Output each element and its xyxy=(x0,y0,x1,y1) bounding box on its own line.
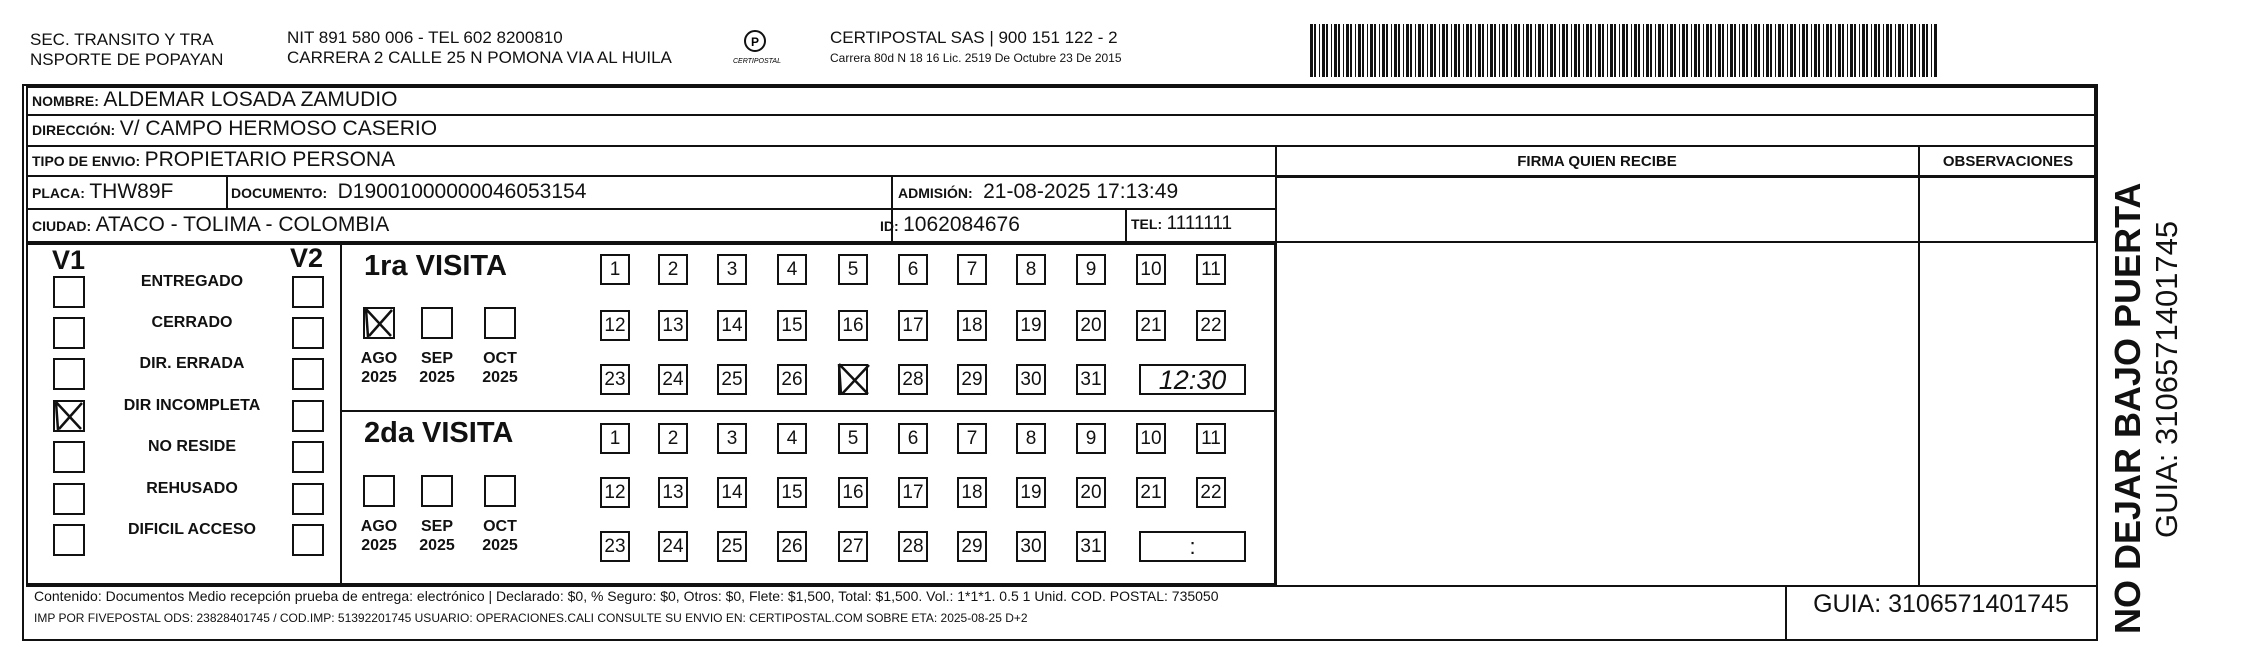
second-visit-day-checkbox[interactable]: 1 xyxy=(600,423,630,454)
second-visit-day-checkbox[interactable]: 18 xyxy=(957,477,987,508)
v1-status-checkbox[interactable] xyxy=(53,441,85,473)
v1-status-checkbox[interactable] xyxy=(53,317,85,349)
second-visit-day-checkbox[interactable]: 3 xyxy=(717,423,747,454)
second-visit-day-checkbox[interactable]: 26 xyxy=(777,531,807,562)
contents-summary: Contenido: Documentos Medio recepción prueba de entrega: electrónico | Declarado: $0, % Seguro: $0, Otros: $0, Flete: $1,500, Total: $1,500. Vol.: 1*1*1. 0.5 1 Unid. COD. POSTAL: 735050 xyxy=(34,588,1219,604)
v1-status-checkbox[interactable] xyxy=(53,276,85,308)
second-visit-day-checkbox[interactable]: 25 xyxy=(717,531,747,562)
plate-field: PLACA: THW89F xyxy=(32,180,174,203)
second-visit-day-checkbox[interactable]: 29 xyxy=(957,531,987,562)
second-visit-day-checkbox[interactable]: 8 xyxy=(1016,423,1046,454)
first-visit-day-checkbox[interactable]: 25 xyxy=(717,364,747,395)
second-visit-title: 2da VISITA xyxy=(364,417,514,449)
first-visit-day-checkbox[interactable]: 31 xyxy=(1076,364,1106,395)
second-visit-month-checkbox[interactable] xyxy=(421,475,453,507)
first-visit-month-label: SEP 2025 xyxy=(419,350,455,386)
first-visit-title: 1ra VISITA xyxy=(364,250,507,282)
first-visit-day-checkbox[interactable]: 22 xyxy=(1196,310,1226,341)
second-visit-day-checkbox[interactable]: 27 xyxy=(838,531,868,562)
second-visit-day-checkbox[interactable]: 28 xyxy=(898,531,928,562)
side-guia-number: GUIA: 3106571401745 xyxy=(2149,220,2184,538)
second-visit-day-checkbox[interactable]: 12 xyxy=(600,477,630,508)
name-row: NOMBRE: ALDEMAR LOSADA ZAMUDIO xyxy=(32,88,398,111)
courier-info: CERTIPOSTAL SAS | 900 151 122 - 2 Carrera 80d N 18 16 Lic. 2519 De Octubre 23 De 2015 xyxy=(830,28,1122,65)
first-visit-day-checkbox[interactable]: 1 xyxy=(600,254,630,285)
first-visit-day-checkbox[interactable]: 19 xyxy=(1016,310,1046,341)
first-visit-day-checkbox[interactable]: 12 xyxy=(600,310,630,341)
first-visit-day-checkbox[interactable]: 11 xyxy=(1196,254,1226,285)
observations-area[interactable] xyxy=(1921,178,2094,583)
send-type-row: TIPO DE ENVIO: PROPIETARIO PERSONA xyxy=(32,148,396,171)
sender-contact: NIT 891 580 006 - TEL 602 8200810 CARRERA 2 CALLE 25 N POMONA VIA AL HUILA xyxy=(287,28,672,67)
first-visit-day-checkbox[interactable]: 21 xyxy=(1136,310,1166,341)
second-visit-day-checkbox[interactable]: 22 xyxy=(1196,477,1226,508)
status-label: REHUSADO xyxy=(146,480,238,497)
status-label: DIR INCOMPLETA xyxy=(123,397,261,414)
first-visit-day-checkbox[interactable]: 4 xyxy=(777,254,807,285)
second-visit-day-checkbox[interactable]: 19 xyxy=(1016,477,1046,508)
svg-text:CERTIPOSTAL: CERTIPOSTAL xyxy=(733,58,781,65)
address-row: DIRECCIÓN: V/ CAMPO HERMOSO CASERIO xyxy=(32,117,438,140)
document-field: DOCUMENTO: D19001000000046053154 xyxy=(231,180,587,203)
first-visit-day-checkbox[interactable]: 18 xyxy=(957,310,987,341)
v1-column-header: V1 xyxy=(52,245,86,275)
first-visit-day-checkbox[interactable]: 6 xyxy=(898,254,928,285)
city-field: CIUDAD: ATACO - TOLIMA - COLOMBIA xyxy=(32,213,390,236)
v1-status-checkbox[interactable] xyxy=(53,358,85,390)
second-visit-day-checkbox[interactable]: 11 xyxy=(1196,423,1226,454)
v2-status-checkbox[interactable] xyxy=(292,441,324,473)
svg-text:P: P xyxy=(750,35,760,49)
second-visit-day-checkbox[interactable]: 4 xyxy=(777,423,807,454)
first-visit-day-checkbox[interactable]: 20 xyxy=(1076,310,1106,341)
signature-area[interactable] xyxy=(1278,178,1916,583)
id-field: ID: 1062084676 xyxy=(880,213,1020,236)
tracking-info: IMP POR FIVEPOSTAL ODS: 23828401745 / COD.IMP: 51392201745 USUARIO: OPERACIONES.CALI CONSULTE SU ENVIO EN: CERTIPOSTAL.COM SOBRE ETA: 2025-08-25 D+2 xyxy=(34,611,1028,625)
second-visit-day-checkbox[interactable]: 20 xyxy=(1076,477,1106,508)
first-visit-month-checkbox[interactable] xyxy=(363,307,395,339)
second-visit-time-field[interactable]: : xyxy=(1139,531,1246,562)
second-visit-day-checkbox[interactable]: 7 xyxy=(957,423,987,454)
first-visit-month-checkbox[interactable] xyxy=(421,307,453,339)
second-visit-day-checkbox[interactable]: 21 xyxy=(1136,477,1166,508)
second-visit-day-checkbox[interactable]: 13 xyxy=(658,477,688,508)
barcode xyxy=(1310,24,1940,77)
second-visit-day-checkbox[interactable]: 15 xyxy=(777,477,807,508)
status-label: DIFICIL ACCESO xyxy=(127,521,256,538)
first-visit-day-checkbox[interactable]: 28 xyxy=(898,364,928,395)
first-visit-day-checkbox[interactable]: 13 xyxy=(658,310,688,341)
second-visit-month-label: SEP 2025 xyxy=(419,518,455,554)
second-visit-day-checkbox[interactable]: 10 xyxy=(1136,423,1166,454)
v2-status-checkbox[interactable] xyxy=(292,276,324,308)
second-visit-month-label: AGO 2025 xyxy=(360,518,398,554)
first-visit-day-checkbox[interactable]: 24 xyxy=(658,364,688,395)
second-visit-day-checkbox[interactable]: 17 xyxy=(898,477,928,508)
receiver-signature-header: FIRMA QUIEN RECIBE xyxy=(1517,153,1677,170)
second-visit-day-checkbox[interactable]: 30 xyxy=(1016,531,1046,562)
first-visit-day-checkbox[interactable]: 10 xyxy=(1136,254,1166,285)
v2-column-header: V2 xyxy=(290,243,324,273)
first-visit-day-checkbox[interactable]: 29 xyxy=(957,364,987,395)
first-visit-day-checkbox[interactable]: 17 xyxy=(898,310,928,341)
do-not-leave-under-door-notice: NO DEJAR BAJO PUERTA xyxy=(2107,182,2148,634)
v2-status-checkbox[interactable] xyxy=(292,317,324,349)
first-visit-month-label: OCT 2025 xyxy=(482,350,518,386)
second-visit-day-checkbox[interactable]: 24 xyxy=(658,531,688,562)
first-visit-day-checkbox[interactable]: 30 xyxy=(1016,364,1046,395)
v1-status-checkbox[interactable] xyxy=(53,400,85,432)
v2-status-checkbox[interactable] xyxy=(292,400,324,432)
first-visit-month-label: AGO 2025 xyxy=(360,350,398,386)
first-visit-day-checkbox[interactable]: 9 xyxy=(1076,254,1106,285)
second-visit-month-label: OCT 2025 xyxy=(482,518,518,554)
first-visit-time-field[interactable]: 12:30 xyxy=(1139,364,1246,395)
sender-name: SEC. TRANSITO Y TRA NSPORTE DE POPAYAN xyxy=(30,30,224,69)
second-visit-day-checkbox[interactable]: 31 xyxy=(1076,531,1106,562)
side-banner xyxy=(2097,84,2247,644)
status-label: DIR. ERRADA xyxy=(139,355,245,372)
second-visit-day-checkbox[interactable]: 2 xyxy=(658,423,688,454)
v2-status-checkbox[interactable] xyxy=(292,483,324,515)
first-visit-day-checkbox[interactable]: 7 xyxy=(957,254,987,285)
second-visit-day-checkbox[interactable]: 16 xyxy=(838,477,868,508)
v1-status-checkbox[interactable] xyxy=(53,524,85,556)
second-visit-day-checkbox[interactable]: 6 xyxy=(898,423,928,454)
first-visit-day-checkbox[interactable]: 15 xyxy=(777,310,807,341)
first-visit-day-checkbox[interactable]: 26 xyxy=(777,364,807,395)
first-visit-day-checkbox[interactable]: 3 xyxy=(717,254,747,285)
status-label: NO RESIDE xyxy=(147,438,236,455)
v1-status-checkbox[interactable] xyxy=(53,483,85,515)
second-visit-month-checkbox[interactable] xyxy=(363,475,395,507)
first-visit-day-checkbox[interactable]: 8 xyxy=(1016,254,1046,285)
v2-status-checkbox[interactable] xyxy=(292,358,324,390)
observations-header: OBSERVACIONES xyxy=(1942,153,2074,170)
status-label: CERRADO xyxy=(151,314,233,331)
first-visit-day-checkbox[interactable]: 14 xyxy=(717,310,747,341)
second-visit-day-checkbox[interactable]: 23 xyxy=(600,531,630,562)
second-visit-day-checkbox[interactable]: 14 xyxy=(717,477,747,508)
first-visit-month-checkbox[interactable] xyxy=(484,307,516,339)
status-label: ENTREGADO xyxy=(140,273,244,290)
guia-number-box: GUIA: 3106571401745 xyxy=(1813,590,2069,618)
first-visit-day-checkbox[interactable]: 2 xyxy=(658,254,688,285)
first-visit-day-checkbox[interactable]: 5 xyxy=(838,254,868,285)
first-visit-day-checkbox[interactable]: 16 xyxy=(838,310,868,341)
certipostal-logo xyxy=(733,28,781,70)
first-visit-day-checkbox[interactable]: 23 xyxy=(600,364,630,395)
first-visit-day-checkbox[interactable] xyxy=(838,364,868,395)
v2-status-checkbox[interactable] xyxy=(292,524,324,556)
second-visit-day-checkbox[interactable]: 9 xyxy=(1076,423,1106,454)
second-visit-day-checkbox[interactable]: 5 xyxy=(838,423,868,454)
admission-field: ADMISIÓN: 21-08-2025 17:13:49 xyxy=(898,180,1179,203)
second-visit-month-checkbox[interactable] xyxy=(484,475,516,507)
tel-field: TEL: 1111111 xyxy=(1131,213,1233,234)
